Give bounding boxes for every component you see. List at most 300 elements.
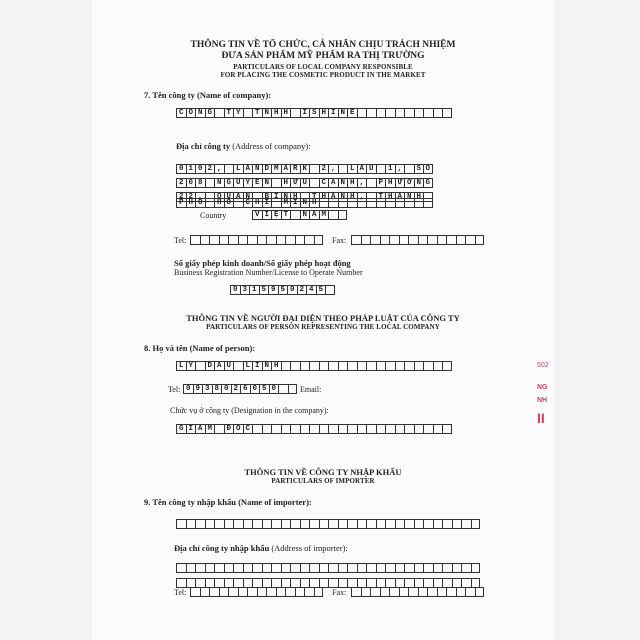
input-box-cell[interactable]: Ô bbox=[186, 108, 196, 118]
input-box-cell[interactable]: Ồ bbox=[224, 198, 234, 208]
input-box-cell[interactable]: D bbox=[205, 361, 215, 371]
input-box-cell[interactable] bbox=[347, 563, 357, 573]
input-box-cell[interactable]: 4 bbox=[306, 285, 316, 295]
input-box-cell[interactable] bbox=[290, 519, 300, 529]
input-box-cell[interactable]: 2 bbox=[231, 384, 241, 394]
input-box-cell[interactable]: 0 bbox=[195, 164, 205, 174]
input-box-cell[interactable]: Ố bbox=[195, 198, 205, 208]
input-box-cell[interactable]: H bbox=[281, 178, 291, 188]
input-box-cell[interactable] bbox=[200, 235, 210, 245]
input-box-cell[interactable] bbox=[247, 587, 257, 597]
input-box-cell[interactable] bbox=[433, 424, 443, 434]
input-box-cell[interactable] bbox=[252, 424, 262, 434]
input-box-cell[interactable] bbox=[404, 424, 414, 434]
input-box-cell[interactable] bbox=[228, 587, 238, 597]
input-box-cell[interactable] bbox=[262, 563, 272, 573]
input-box-cell[interactable] bbox=[414, 519, 424, 529]
input-box-cell[interactable] bbox=[404, 108, 414, 118]
input-box-cell[interactable] bbox=[209, 235, 219, 245]
input-box-cell[interactable]: Y bbox=[243, 178, 253, 188]
input-box-cell[interactable]: M bbox=[281, 198, 291, 208]
input-box-cell[interactable]: , bbox=[357, 178, 367, 188]
input-box-cell[interactable] bbox=[404, 164, 414, 174]
input-box-cell[interactable]: I bbox=[328, 108, 338, 118]
input-box-cell[interactable] bbox=[385, 361, 395, 371]
input-box-cell[interactable] bbox=[357, 424, 367, 434]
input-box-cell[interactable] bbox=[252, 563, 262, 573]
input-box-cell[interactable] bbox=[442, 563, 452, 573]
input-box-cell[interactable] bbox=[404, 563, 414, 573]
input-box-cell[interactable] bbox=[433, 108, 443, 118]
input-box-cell[interactable]: N bbox=[252, 164, 262, 174]
input-box-cell[interactable] bbox=[475, 587, 485, 597]
company-address-row-2[interactable] bbox=[176, 178, 433, 188]
input-box-cell[interactable] bbox=[347, 198, 357, 208]
input-box-cell[interactable]: , bbox=[395, 164, 405, 174]
input-box-cell[interactable]: Ễ bbox=[252, 178, 262, 188]
input-box-cell[interactable]: 9 bbox=[268, 285, 278, 295]
input-box-cell[interactable]: G bbox=[423, 178, 433, 188]
input-box-cell[interactable]: N bbox=[338, 178, 348, 188]
input-box-cell[interactable]: 9 bbox=[193, 384, 203, 394]
input-box-cell[interactable] bbox=[328, 578, 338, 588]
input-box-cell[interactable]: Ý bbox=[186, 361, 196, 371]
input-box-cell[interactable] bbox=[376, 519, 386, 529]
input-box-cell[interactable] bbox=[427, 587, 437, 597]
input-box-cell[interactable]: , bbox=[195, 192, 205, 202]
input-box-cell[interactable]: G bbox=[205, 108, 215, 118]
input-box-cell[interactable]: 0 bbox=[183, 384, 193, 394]
input-box-cell[interactable]: T bbox=[252, 108, 262, 118]
input-box-cell[interactable] bbox=[442, 519, 452, 529]
input-box-cell[interactable] bbox=[309, 164, 319, 174]
input-box-cell[interactable] bbox=[404, 198, 414, 208]
input-box-cell[interactable] bbox=[325, 285, 335, 295]
input-box-cell[interactable]: N bbox=[338, 192, 348, 202]
input-box-cell[interactable]: N bbox=[262, 108, 272, 118]
input-box-cell[interactable] bbox=[290, 424, 300, 434]
input-box-cell[interactable] bbox=[437, 235, 447, 245]
input-box-cell[interactable] bbox=[195, 519, 205, 529]
input-box-cell[interactable]: Ữ bbox=[290, 178, 300, 188]
input-box-cell[interactable] bbox=[328, 210, 338, 220]
input-box-cell[interactable]: Ả bbox=[328, 178, 338, 188]
input-box-cell[interactable] bbox=[366, 108, 376, 118]
input-box-cell[interactable] bbox=[290, 108, 300, 118]
input-box-cell[interactable]: N bbox=[195, 108, 205, 118]
input-box-cell[interactable]: Ệ bbox=[271, 210, 281, 220]
input-box-cell[interactable] bbox=[209, 587, 219, 597]
input-box-cell[interactable] bbox=[328, 361, 338, 371]
input-box-cell[interactable]: À bbox=[395, 192, 405, 202]
input-box-cell[interactable] bbox=[414, 424, 424, 434]
input-box-cell[interactable] bbox=[190, 587, 200, 597]
input-box-cell[interactable]: C bbox=[243, 198, 253, 208]
importer-name-boxes[interactable] bbox=[176, 519, 480, 529]
input-box-cell[interactable] bbox=[423, 108, 433, 118]
input-box-cell[interactable]: R bbox=[290, 164, 300, 174]
input-box-cell[interactable] bbox=[278, 384, 288, 394]
input-box-cell[interactable] bbox=[376, 563, 386, 573]
input-box-cell[interactable] bbox=[442, 108, 452, 118]
input-box-cell[interactable] bbox=[205, 519, 215, 529]
input-box-cell[interactable] bbox=[357, 108, 367, 118]
input-box-cell[interactable] bbox=[271, 519, 281, 529]
input-box-cell[interactable]: C bbox=[319, 178, 329, 188]
input-box-cell[interactable] bbox=[224, 164, 234, 174]
input-box-cell[interactable]: Ố bbox=[423, 164, 433, 174]
input-box-cell[interactable]: H bbox=[309, 198, 319, 208]
input-box-cell[interactable]: 5 bbox=[259, 285, 269, 295]
input-box-cell[interactable] bbox=[366, 198, 376, 208]
input-box-cell[interactable]: N bbox=[214, 178, 224, 188]
input-box-cell[interactable]: N bbox=[338, 108, 348, 118]
input-box-cell[interactable] bbox=[433, 563, 443, 573]
input-box-cell[interactable] bbox=[290, 210, 300, 220]
input-box-cell[interactable]: , bbox=[357, 192, 367, 202]
input-box-cell[interactable] bbox=[233, 361, 243, 371]
input-box-cell[interactable] bbox=[404, 519, 414, 529]
input-box-cell[interactable] bbox=[233, 563, 243, 573]
input-box-cell[interactable] bbox=[465, 235, 475, 245]
input-box-cell[interactable] bbox=[446, 235, 456, 245]
input-box-cell[interactable]: Ì bbox=[271, 192, 281, 202]
input-box-cell[interactable] bbox=[395, 424, 405, 434]
importer-address-row-1[interactable] bbox=[176, 563, 480, 573]
input-box-cell[interactable] bbox=[475, 235, 485, 245]
input-box-cell[interactable]: H bbox=[414, 192, 424, 202]
input-box-cell[interactable] bbox=[328, 519, 338, 529]
input-box-cell[interactable] bbox=[319, 563, 329, 573]
input-box-cell[interactable] bbox=[389, 587, 399, 597]
input-box-cell[interactable]: I bbox=[186, 424, 196, 434]
input-box-cell[interactable] bbox=[257, 587, 267, 597]
input-box-cell[interactable] bbox=[233, 519, 243, 529]
input-box-cell[interactable]: N bbox=[300, 198, 310, 208]
input-box-cell[interactable]: I bbox=[300, 108, 310, 118]
input-box-cell[interactable] bbox=[276, 235, 286, 245]
input-box-cell[interactable]: G bbox=[224, 178, 234, 188]
input-box-cell[interactable]: Á bbox=[195, 424, 205, 434]
input-box-cell[interactable]: 2 bbox=[205, 164, 215, 174]
input-box-cell[interactable] bbox=[376, 198, 386, 208]
input-box-cell[interactable] bbox=[395, 519, 405, 529]
input-box-cell[interactable] bbox=[338, 210, 348, 220]
input-box-cell[interactable]: T bbox=[281, 210, 291, 220]
input-box-cell[interactable]: S bbox=[414, 164, 424, 174]
input-box-cell[interactable] bbox=[285, 235, 295, 245]
input-box-cell[interactable] bbox=[266, 587, 276, 597]
input-box-cell[interactable]: C bbox=[176, 108, 186, 118]
input-box-cell[interactable]: I bbox=[290, 198, 300, 208]
input-box-cell[interactable]: 1 bbox=[385, 164, 395, 174]
input-box-cell[interactable] bbox=[399, 235, 409, 245]
input-box-cell[interactable]: L bbox=[176, 361, 186, 371]
input-box-cell[interactable] bbox=[190, 235, 200, 245]
input-box-cell[interactable] bbox=[404, 361, 414, 371]
input-box-cell[interactable] bbox=[214, 563, 224, 573]
country-boxes[interactable] bbox=[252, 210, 347, 220]
input-box-cell[interactable] bbox=[338, 519, 348, 529]
input-box-cell[interactable] bbox=[361, 587, 371, 597]
input-box-cell[interactable] bbox=[319, 519, 329, 529]
input-box-cell[interactable] bbox=[366, 178, 376, 188]
input-box-cell[interactable] bbox=[233, 198, 243, 208]
input-box-cell[interactable]: L bbox=[347, 164, 357, 174]
input-box-cell[interactable] bbox=[281, 424, 291, 434]
input-box-cell[interactable] bbox=[328, 198, 338, 208]
input-box-cell[interactable] bbox=[200, 587, 210, 597]
input-box-cell[interactable]: , bbox=[328, 164, 338, 174]
input-box-cell[interactable] bbox=[281, 563, 291, 573]
input-box-cell[interactable]: L bbox=[233, 164, 243, 174]
input-box-cell[interactable] bbox=[266, 235, 276, 245]
input-box-cell[interactable] bbox=[471, 519, 481, 529]
input-box-cell[interactable]: U bbox=[233, 178, 243, 188]
input-box-cell[interactable]: , bbox=[214, 164, 224, 174]
input-box-cell[interactable] bbox=[423, 361, 433, 371]
input-box-cell[interactable]: 2 bbox=[176, 178, 186, 188]
input-box-cell[interactable]: 5 bbox=[259, 384, 269, 394]
input-box-cell[interactable]: G bbox=[176, 424, 186, 434]
input-box-cell[interactable] bbox=[262, 424, 272, 434]
input-box-cell[interactable] bbox=[309, 361, 319, 371]
input-box-cell[interactable] bbox=[304, 235, 314, 245]
input-box-cell[interactable]: H bbox=[319, 108, 329, 118]
input-box-cell[interactable] bbox=[314, 587, 324, 597]
input-box-cell[interactable] bbox=[456, 587, 466, 597]
input-box-cell[interactable] bbox=[285, 587, 295, 597]
input-box-cell[interactable]: Đ bbox=[224, 424, 234, 434]
input-box-cell[interactable] bbox=[176, 578, 186, 588]
input-box-cell[interactable] bbox=[281, 361, 291, 371]
input-box-cell[interactable]: Y bbox=[233, 108, 243, 118]
input-box-cell[interactable]: 0 bbox=[269, 384, 279, 394]
input-box-cell[interactable]: A bbox=[309, 210, 319, 220]
input-box-cell[interactable]: U bbox=[366, 164, 376, 174]
input-box-cell[interactable]: T bbox=[376, 192, 386, 202]
input-box-cell[interactable] bbox=[290, 563, 300, 573]
input-box-cell[interactable] bbox=[319, 424, 329, 434]
input-box-cell[interactable] bbox=[433, 361, 443, 371]
input-box-cell[interactable] bbox=[309, 563, 319, 573]
input-box-cell[interactable] bbox=[414, 563, 424, 573]
input-box-cell[interactable]: H bbox=[347, 178, 357, 188]
input-box-cell[interactable] bbox=[205, 198, 215, 208]
input-box-cell[interactable]: H bbox=[271, 361, 281, 371]
input-box-cell[interactable] bbox=[376, 108, 386, 118]
input-box-cell[interactable] bbox=[338, 164, 348, 174]
input-box-cell[interactable]: N bbox=[262, 361, 272, 371]
input-box-cell[interactable] bbox=[385, 198, 395, 208]
input-box-cell[interactable]: S bbox=[309, 108, 319, 118]
input-box-cell[interactable]: H bbox=[281, 108, 291, 118]
input-box-cell[interactable] bbox=[338, 198, 348, 208]
input-box-cell[interactable]: M bbox=[205, 424, 215, 434]
company-tel-boxes[interactable] bbox=[190, 235, 323, 245]
input-box-cell[interactable] bbox=[295, 235, 305, 245]
input-box-cell[interactable]: U bbox=[300, 178, 310, 188]
input-box-cell[interactable] bbox=[205, 178, 215, 188]
input-box-cell[interactable] bbox=[300, 519, 310, 529]
input-box-cell[interactable] bbox=[271, 563, 281, 573]
input-box-cell[interactable]: 0 bbox=[221, 384, 231, 394]
input-box-cell[interactable] bbox=[385, 108, 395, 118]
input-box-cell[interactable]: N bbox=[414, 178, 424, 188]
input-box-cell[interactable] bbox=[461, 563, 471, 573]
input-box-cell[interactable]: Ạ bbox=[328, 192, 338, 202]
input-box-cell[interactable]: H bbox=[290, 192, 300, 202]
input-box-cell[interactable] bbox=[423, 198, 433, 208]
input-box-cell[interactable] bbox=[366, 361, 376, 371]
importer-fax-boxes[interactable] bbox=[351, 587, 484, 597]
input-box-cell[interactable] bbox=[271, 178, 281, 188]
input-box-cell[interactable] bbox=[442, 424, 452, 434]
input-box-cell[interactable]: 1 bbox=[186, 164, 196, 174]
person-name-boxes[interactable] bbox=[176, 361, 452, 371]
input-box-cell[interactable]: H bbox=[271, 108, 281, 118]
input-box-cell[interactable] bbox=[238, 235, 248, 245]
input-box-cell[interactable] bbox=[380, 587, 390, 597]
input-box-cell[interactable] bbox=[433, 519, 443, 529]
input-box-cell[interactable] bbox=[271, 424, 281, 434]
input-box-cell[interactable] bbox=[309, 424, 319, 434]
input-box-cell[interactable] bbox=[347, 361, 357, 371]
input-box-cell[interactable] bbox=[370, 587, 380, 597]
input-box-cell[interactable]: L bbox=[243, 361, 253, 371]
input-box-cell[interactable] bbox=[300, 424, 310, 434]
input-box-cell[interactable]: Ố bbox=[233, 424, 243, 434]
input-box-cell[interactable]: 5 bbox=[278, 285, 288, 295]
input-box-cell[interactable] bbox=[389, 235, 399, 245]
company-fax-boxes[interactable] bbox=[351, 235, 484, 245]
company-address-row-4[interactable] bbox=[176, 198, 433, 208]
input-box-cell[interactable] bbox=[281, 519, 291, 529]
input-box-cell[interactable] bbox=[446, 587, 456, 597]
input-box-cell[interactable] bbox=[319, 198, 329, 208]
input-box-cell[interactable]: 2 bbox=[297, 285, 307, 295]
input-box-cell[interactable] bbox=[319, 361, 329, 371]
input-box-cell[interactable] bbox=[423, 563, 433, 573]
input-box-cell[interactable] bbox=[376, 424, 386, 434]
company-address-row-1[interactable] bbox=[176, 164, 433, 174]
input-box-cell[interactable]: A bbox=[243, 164, 253, 174]
input-box-cell[interactable]: 8 bbox=[195, 178, 205, 188]
input-box-cell[interactable]: 2 bbox=[319, 164, 329, 174]
input-box-cell[interactable]: Q bbox=[214, 192, 224, 202]
input-box-cell[interactable]: 1 bbox=[249, 285, 259, 295]
input-box-cell[interactable] bbox=[247, 235, 257, 245]
input-box-cell[interactable]: Ờ bbox=[404, 178, 414, 188]
input-box-cell[interactable] bbox=[461, 519, 471, 529]
input-box-cell[interactable] bbox=[366, 424, 376, 434]
input-box-cell[interactable] bbox=[186, 563, 196, 573]
input-box-cell[interactable] bbox=[257, 235, 267, 245]
input-box-cell[interactable] bbox=[351, 587, 361, 597]
input-box-cell[interactable] bbox=[395, 198, 405, 208]
input-box-cell[interactable] bbox=[437, 587, 447, 597]
input-box-cell[interactable] bbox=[338, 361, 348, 371]
input-box-cell[interactable] bbox=[288, 384, 298, 394]
input-box-cell[interactable] bbox=[385, 519, 395, 529]
input-box-cell[interactable] bbox=[376, 361, 386, 371]
input-box-cell[interactable] bbox=[214, 424, 224, 434]
input-box-cell[interactable]: U bbox=[224, 361, 234, 371]
input-box-cell[interactable]: K bbox=[300, 164, 310, 174]
input-box-cell[interactable]: P bbox=[376, 178, 386, 188]
input-box-cell[interactable] bbox=[423, 424, 433, 434]
input-box-cell[interactable]: U bbox=[224, 192, 234, 202]
input-box-cell[interactable] bbox=[418, 235, 428, 245]
input-box-cell[interactable]: Ầ bbox=[357, 164, 367, 174]
input-box-cell[interactable] bbox=[357, 361, 367, 371]
input-box-cell[interactable]: Ậ bbox=[233, 192, 243, 202]
input-box-cell[interactable]: Í bbox=[262, 198, 272, 208]
input-box-cell[interactable]: H bbox=[385, 178, 395, 188]
input-box-cell[interactable] bbox=[219, 587, 229, 597]
input-box-cell[interactable] bbox=[351, 235, 361, 245]
input-box-cell[interactable]: H bbox=[347, 192, 357, 202]
input-box-cell[interactable]: N bbox=[262, 178, 272, 188]
input-box-cell[interactable] bbox=[347, 519, 357, 529]
input-box-cell[interactable] bbox=[219, 235, 229, 245]
input-box-cell[interactable]: H bbox=[214, 198, 224, 208]
input-box-cell[interactable] bbox=[408, 235, 418, 245]
input-box-cell[interactable] bbox=[357, 519, 367, 529]
input-box-cell[interactable]: I bbox=[262, 210, 272, 220]
input-box-cell[interactable] bbox=[380, 235, 390, 245]
input-box-cell[interactable]: 2 bbox=[186, 192, 196, 202]
input-box-cell[interactable] bbox=[195, 563, 205, 573]
input-box-cell[interactable] bbox=[357, 563, 367, 573]
input-box-cell[interactable] bbox=[328, 563, 338, 573]
input-box-cell[interactable] bbox=[452, 563, 462, 573]
person-tel-boxes[interactable] bbox=[183, 384, 297, 394]
input-box-cell[interactable]: Ĩ bbox=[252, 361, 262, 371]
input-box-cell[interactable] bbox=[243, 108, 253, 118]
input-box-cell[interactable]: E bbox=[347, 108, 357, 118]
input-box-cell[interactable] bbox=[214, 108, 224, 118]
input-box-cell[interactable] bbox=[395, 108, 405, 118]
input-box-cell[interactable] bbox=[395, 361, 405, 371]
input-box-cell[interactable] bbox=[252, 519, 262, 529]
input-box-cell[interactable] bbox=[471, 563, 481, 573]
input-box-cell[interactable] bbox=[414, 361, 424, 371]
input-box-cell[interactable] bbox=[408, 587, 418, 597]
importer-tel-boxes[interactable] bbox=[190, 587, 323, 597]
input-box-cell[interactable] bbox=[347, 424, 357, 434]
input-box-cell[interactable] bbox=[214, 519, 224, 529]
input-box-cell[interactable] bbox=[328, 424, 338, 434]
input-box-cell[interactable] bbox=[385, 424, 395, 434]
input-box-cell[interactable] bbox=[465, 587, 475, 597]
input-box-cell[interactable] bbox=[370, 235, 380, 245]
input-box-cell[interactable] bbox=[338, 578, 348, 588]
input-box-cell[interactable] bbox=[423, 519, 433, 529]
input-box-cell[interactable]: H bbox=[385, 192, 395, 202]
input-box-cell[interactable] bbox=[452, 519, 462, 529]
input-box-cell[interactable]: M bbox=[319, 210, 329, 220]
input-box-cell[interactable] bbox=[195, 361, 205, 371]
input-box-cell[interactable] bbox=[205, 563, 215, 573]
input-box-cell[interactable] bbox=[442, 361, 452, 371]
input-box-cell[interactable] bbox=[395, 563, 405, 573]
input-box-cell[interactable] bbox=[228, 235, 238, 245]
input-box-cell[interactable]: H bbox=[252, 198, 262, 208]
input-box-cell[interactable]: Ư bbox=[395, 178, 405, 188]
input-box-cell[interactable] bbox=[366, 519, 376, 529]
input-box-cell[interactable]: T bbox=[309, 192, 319, 202]
